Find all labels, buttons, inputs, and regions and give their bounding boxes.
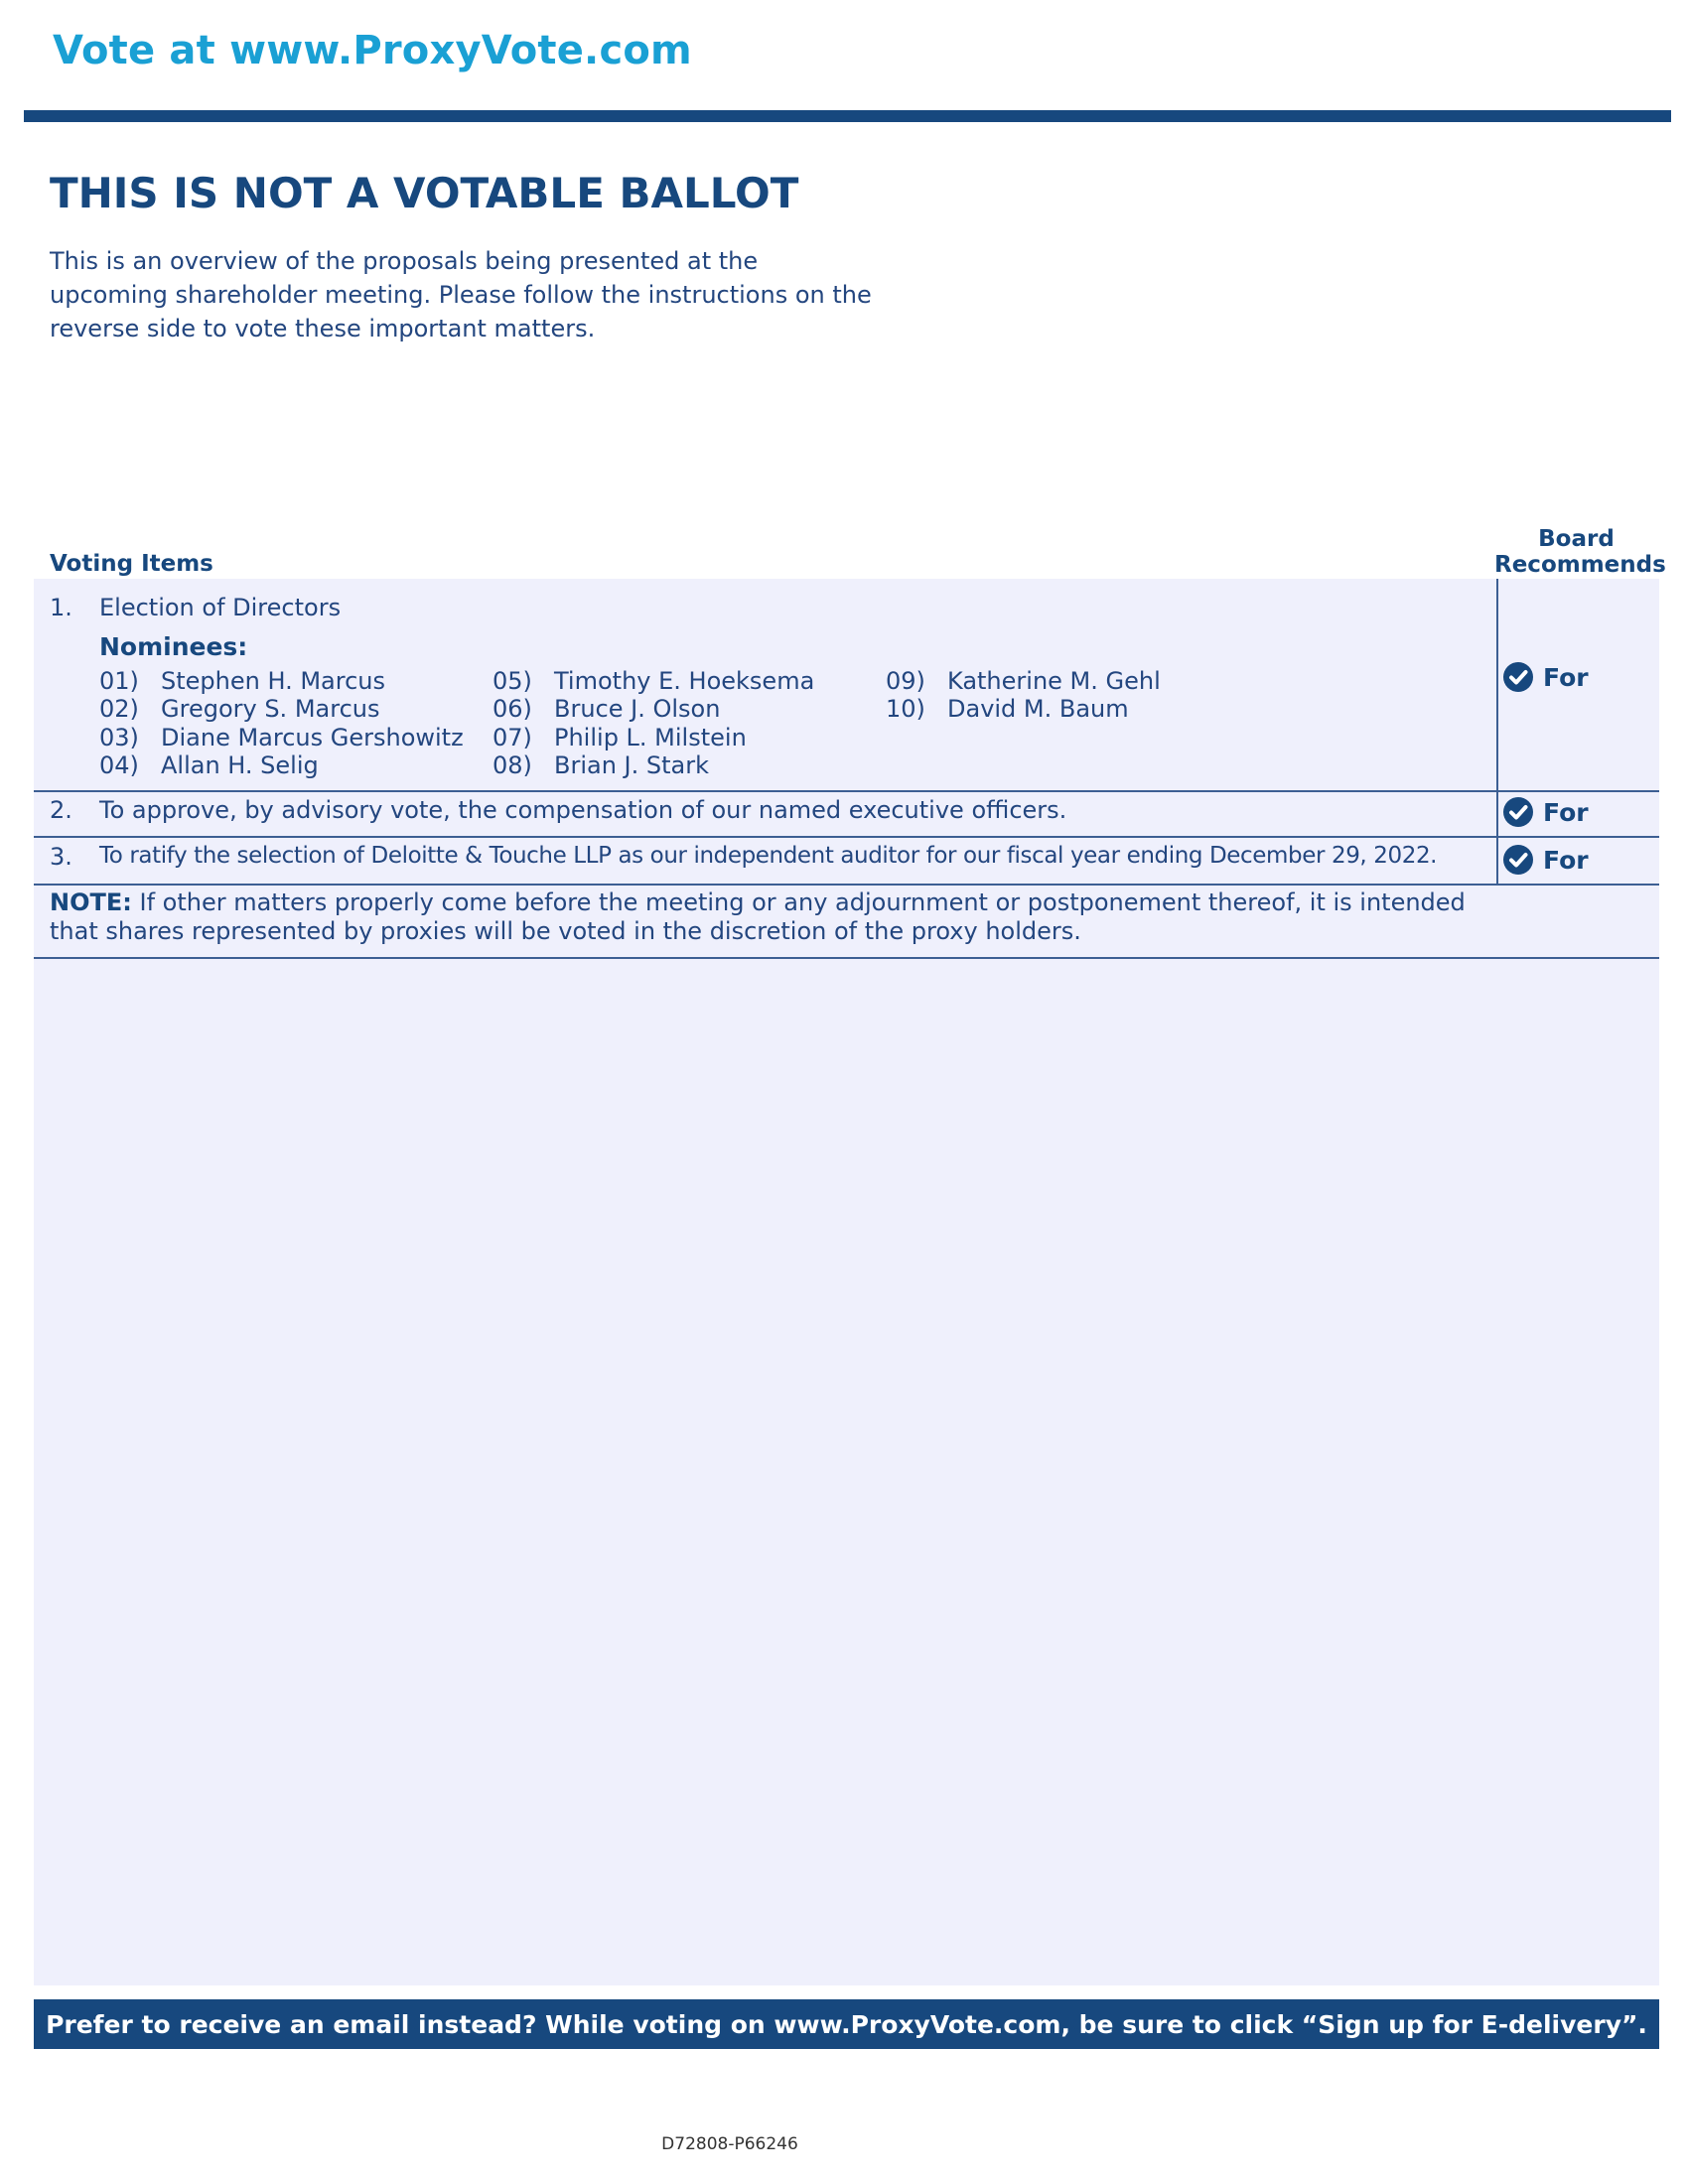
- voting-items-label: Voting Items: [50, 551, 213, 577]
- nominee-number: 02): [99, 695, 139, 723]
- nominee-name: Stephen H. Marcus: [161, 667, 386, 695]
- nominee-name: Timothy E. Hoeksema: [554, 667, 815, 695]
- nominee-item: [99, 751, 319, 779]
- nominee-item: [492, 667, 814, 695]
- check-circle-icon: [1502, 844, 1534, 876]
- header-divider: [24, 110, 1671, 122]
- recommendation-label: For: [1543, 797, 1589, 827]
- nominee-number: 07): [492, 724, 532, 751]
- note-label: NOTE:: [50, 888, 132, 916]
- nominee-number: 08): [492, 751, 532, 779]
- footer-text: Prefer to receive an email instead? While voting on www.ProxyVote.com, be sure to click “Sign up for E-delivery”.: [46, 2009, 1647, 2039]
- item-text: To ratify the selection of Deloitte & Touche LLP as our independent auditor for our fiscal year ending December 29, 2022.: [99, 843, 1438, 869]
- nominee-item: [99, 724, 464, 751]
- nominee-number: 05): [492, 667, 532, 695]
- nominee-number: 09): [886, 667, 925, 695]
- nominee-number: 06): [492, 695, 532, 723]
- item-text: Election of Directors: [99, 594, 342, 621]
- row-divider: [34, 884, 1659, 886]
- nominee-name: Bruce J. Olson: [554, 695, 721, 723]
- recommendation: [1502, 660, 1589, 694]
- nominee-item: [492, 724, 747, 751]
- recommendation: [1502, 843, 1589, 877]
- item-text: To approve, by advisory vote, the compensation of our named executive officers.: [99, 796, 1067, 824]
- nominee-number: 01): [99, 667, 139, 695]
- note-text: If other matters properly come before the meeting or any adjournment or postponement thereof, it is intended that shares represented by proxies will be voted in the discretion of the proxy holders.: [50, 888, 1466, 945]
- nominee-item: [492, 695, 720, 723]
- row-divider: [34, 957, 1659, 959]
- note: [50, 888, 1489, 946]
- board-recommends-label: Board Recommends: [1494, 526, 1666, 578]
- item-number: 1.: [50, 594, 72, 621]
- recommendation-label: For: [1543, 845, 1589, 875]
- nominee-number: 03): [99, 724, 139, 751]
- header-title[interactable]: Vote at www.ProxyVote.com: [53, 28, 692, 73]
- nominee-name: Brian J. Stark: [554, 751, 709, 779]
- nominee-item: [886, 695, 1129, 723]
- row-divider: [34, 790, 1659, 792]
- item-number: 3.: [50, 843, 72, 871]
- nominee-number: 10): [886, 695, 925, 723]
- check-circle-icon: [1502, 796, 1534, 828]
- nominee-item: [99, 667, 385, 695]
- column-divider: [1496, 579, 1498, 885]
- nominee-name: Gregory S. Marcus: [161, 695, 380, 723]
- row-divider: [34, 836, 1659, 838]
- nominee-number: 04): [99, 751, 139, 779]
- document-code: D72808-P66246: [661, 2134, 798, 2154]
- nominee-item: [492, 751, 709, 779]
- intro-text: This is an overview of the proposals being presented at the upcoming shareholder meeting. Please follow the instructions on the reverse side to vote these important matters.: [50, 247, 872, 342]
- recommendation-label: For: [1543, 662, 1589, 692]
- nominee-item: [99, 695, 379, 723]
- page-title: THIS IS NOT A VOTABLE BALLOT: [50, 169, 799, 217]
- nominee-name: Katherine M. Gehl: [947, 667, 1161, 695]
- item-number: 2.: [50, 796, 72, 824]
- check-circle-icon: [1502, 661, 1534, 693]
- nominees-label: Nominees:: [99, 632, 248, 661]
- footer-banner: [34, 1999, 1659, 2049]
- nominee-item: [886, 667, 1161, 695]
- nominee-name: Diane Marcus Gershowitz: [161, 724, 464, 751]
- nominee-name: David M. Baum: [947, 695, 1129, 723]
- nominee-name: Philip L. Milstein: [554, 724, 747, 751]
- nominee-name: Allan H. Selig: [161, 751, 319, 779]
- recommendation: [1502, 795, 1589, 829]
